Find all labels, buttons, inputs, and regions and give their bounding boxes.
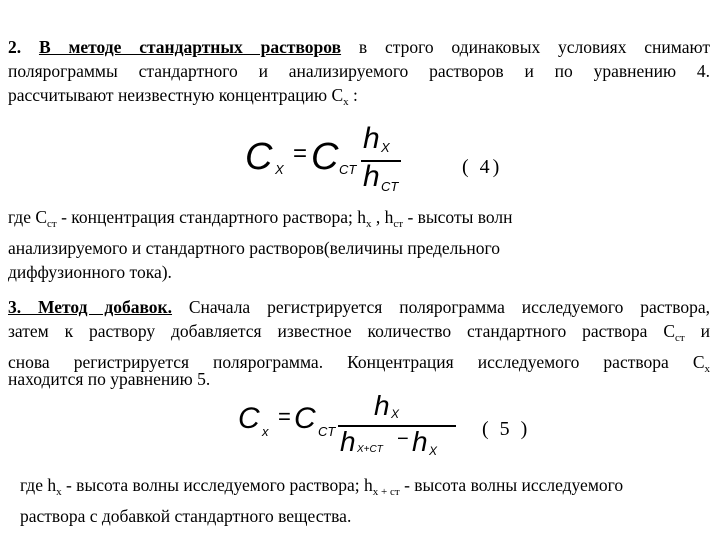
formula-5-den-h1: h [340,426,356,457]
section-2-line-3 [8,83,358,114]
where-3-sub-1: х [56,486,62,498]
equation-5-number: ( 5 ) [482,418,531,440]
formula-5 [238,390,458,465]
where-2-sub-2: х [365,218,372,230]
where-3-sub-2: х + ст [372,486,400,498]
line-3-colon: : [353,85,358,105]
equation-4-number: ( 4) [462,156,503,178]
formula-5-num-h: h [374,390,390,421]
section-3-line-2 [8,319,710,350]
formula-4-num-sub: X [381,140,390,155]
section-2-line-1 [8,35,710,59]
where-2-line-1 [8,205,710,236]
formula-4-num-h: h [363,122,380,155]
formula-5-minus: − [397,428,409,450]
where-3-text-c: - высота волны исследуемого [399,475,624,495]
formula-5-lhs-sub: x [262,424,269,439]
section-3-line-4: находится по уравнению 5. [8,369,211,389]
formula-4-den-sub: CT [381,179,399,194]
formula-5-den-sub1: X+CT [357,444,383,455]
formula-4-rhs-sub: CT [339,162,357,177]
where-2-text-a: где С [8,207,48,227]
formula-4-rhs-c: C [311,136,339,178]
section-3-line-3-text: снова регистрируется полярограмма. Концентрация исследуемого раствора С [8,352,705,372]
formula-5-fraction-bar [338,425,456,427]
section-3-line-3-sub: х [704,363,710,375]
section-3-line-1 [8,295,710,319]
section-3-line-1-rest: Сначала регистрируется полярограмма исследуемого раствора, [172,297,710,317]
where-2-text-c: , h [371,207,394,227]
formula-5-rhs-c: C [294,402,316,435]
where-2-sub-1: ст [47,218,57,230]
formula-5-den-sub2: X [429,444,438,458]
section-2-number: 2. [8,37,22,57]
where-2-text-b: - концентрация стандартного раствора; h [56,207,366,227]
section-3-where-clause [20,473,712,528]
formula-5-den-h2: h [412,426,428,457]
formula-4-lhs-c: C [245,136,273,178]
formula-5-num-sub: X [391,407,400,421]
line-3-text: рассчитывают неизвестную концентрацию С [8,85,344,105]
section-3-line-2-text: затем к раствору добавляется известное количество стандартного раствора С [8,321,676,341]
formula-4-lhs-sub: X [275,162,284,177]
where-3-line-1 [20,473,712,504]
where-2-sub-3: ст [393,218,404,230]
formula-4-equals: = [293,140,308,167]
formula-5-lhs-c: C [238,402,260,435]
formula-4-den-h: h [363,160,380,193]
where-3-line-2: раствора с добавкой стандартного вещества. [20,506,352,526]
section-2-line-1-rest: в строго одинаковых условиях снимают [341,37,710,57]
section-2-paragraph [8,35,710,83]
section-3-line-2-end: и [684,321,710,341]
section-3-line-2-sub: ст [675,332,685,344]
section-2-line-2: полярограммы стандартного и анализируемого растворов и по уравнению 4. [8,61,710,81]
where-2-line-2: анализируемого и стандартного растворов(величины предельного [8,238,500,258]
section-3-heading: 3. Метод добавок. [8,297,173,317]
formula-4 [245,122,415,197]
formula-5-equals: = [278,404,291,429]
section-2-where-clause [8,205,710,284]
where-3-text-b: - высота волны исследуемого раствора; h [61,475,373,495]
method-name-underlined: В методе стандартных растворов [38,37,342,57]
formula-5-rhs-sub: CT [318,424,336,439]
line-3-subscript: х [343,96,349,108]
where-2-text-d: - высоты волн [403,207,513,227]
where-3-text-a: где h [20,475,57,495]
where-2-line-3: диффузионного тока). [8,262,172,282]
